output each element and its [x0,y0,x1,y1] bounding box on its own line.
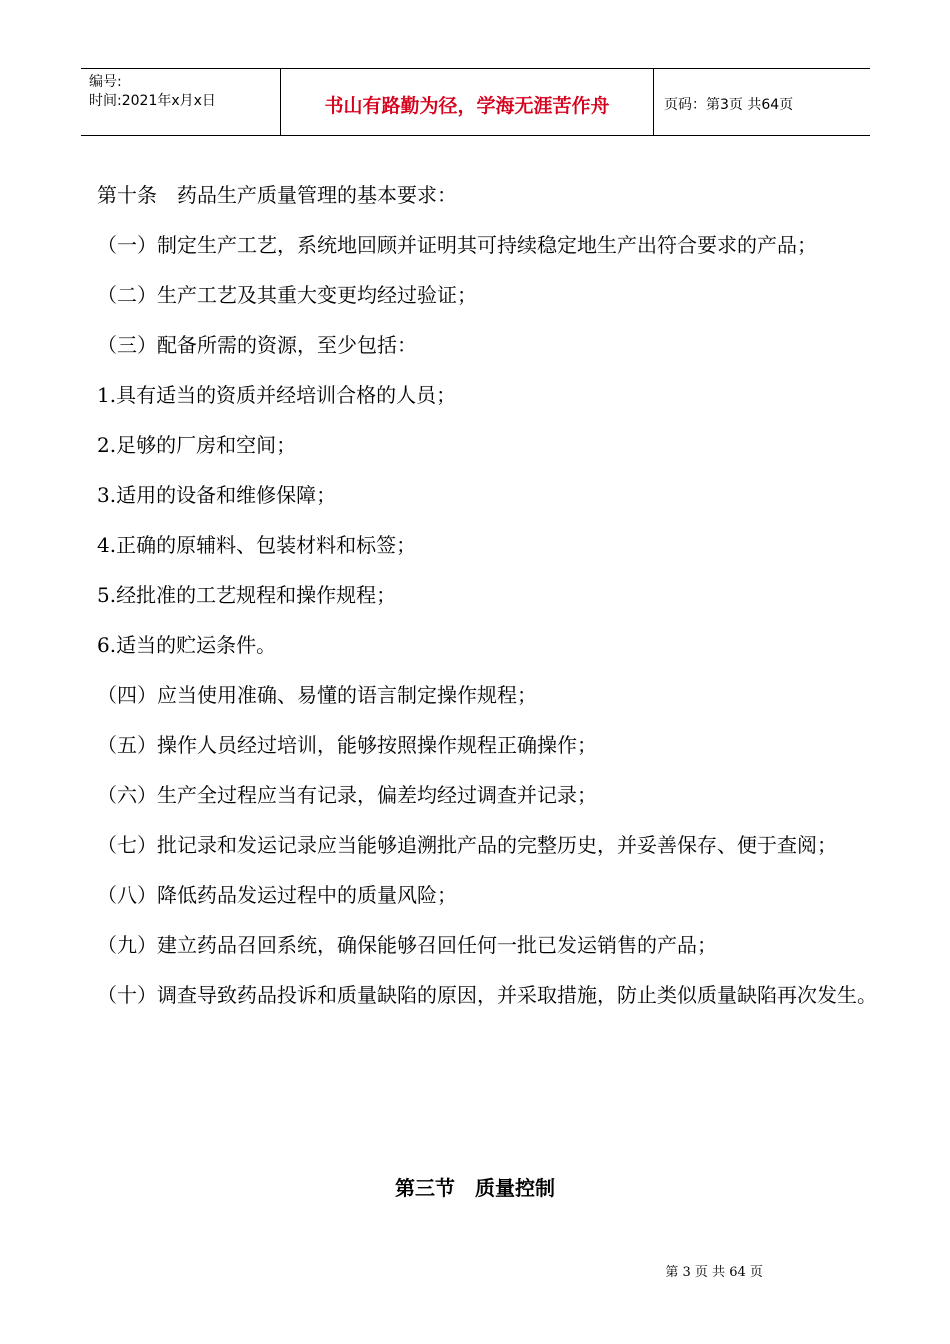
page-footer [0,1246,950,1280]
paragraph: （四）应当使用准确、易懂的语言制定操作规程； [97,683,537,707]
paragraph: （九）建立药品召回系统，确保能够召回任何一批已发运销售的产品； [97,933,717,957]
paragraph: （八）降低药品发运过程中的质量风险； [97,883,457,907]
paragraph: （五）操作人员经过培训，能够按照操作规程正确操作； [97,733,597,757]
paragraph: （三）配备所需的资源，至少包括： [97,333,417,357]
list-item: 3.适用的设备和维修保障； [97,483,337,507]
article-heading: 第十条 药品生产质量管理的基本要求： [97,183,457,207]
footer-page-number: 第 3 页 共 64 页 [665,1265,763,1280]
section-title: 第三节 质量控制 [395,1176,555,1200]
paragraph: （一）制定生产工艺，系统地回顾并证明其可持续稳定地生产出符合要求的产品； [97,233,817,257]
document-header [81,68,870,136]
paragraph: （七）批记录和发运记录应当能够追溯批产品的完整历史，并妥善保存、便于查阅； [97,833,837,857]
document-time-label: 时间:2021年x月x日 [89,93,216,109]
list-item: 2.足够的厂房和空间； [97,433,297,457]
list-item: 4.正确的原辅料、包装材料和标签； [97,533,417,557]
list-item: 1.具有适当的资质并经培训合格的人员； [97,383,457,407]
paragraph: （六）生产全过程应当有记录，偏差均经过调查并记录； [97,783,597,807]
paragraph: （二）生产工艺及其重大变更均经过验证； [97,283,477,307]
document-number-label: 编号: [89,74,122,90]
header-motto: 书山有路勤为径，学海无涯苦作舟 [281,69,654,135]
list-item: 5.经批准的工艺规程和操作规程； [97,583,397,607]
list-item: 6.适当的贮运条件。 [97,633,277,657]
header-meta-cell [81,69,281,135]
paragraph: （十）调查导致药品投诉和质量缺陷的原因，并采取措施，防止类似质量缺陷再次发生。 [97,983,877,1007]
header-page-info: 页码：第3页 共64页 [664,97,794,113]
document-body [54,170,898,1020]
